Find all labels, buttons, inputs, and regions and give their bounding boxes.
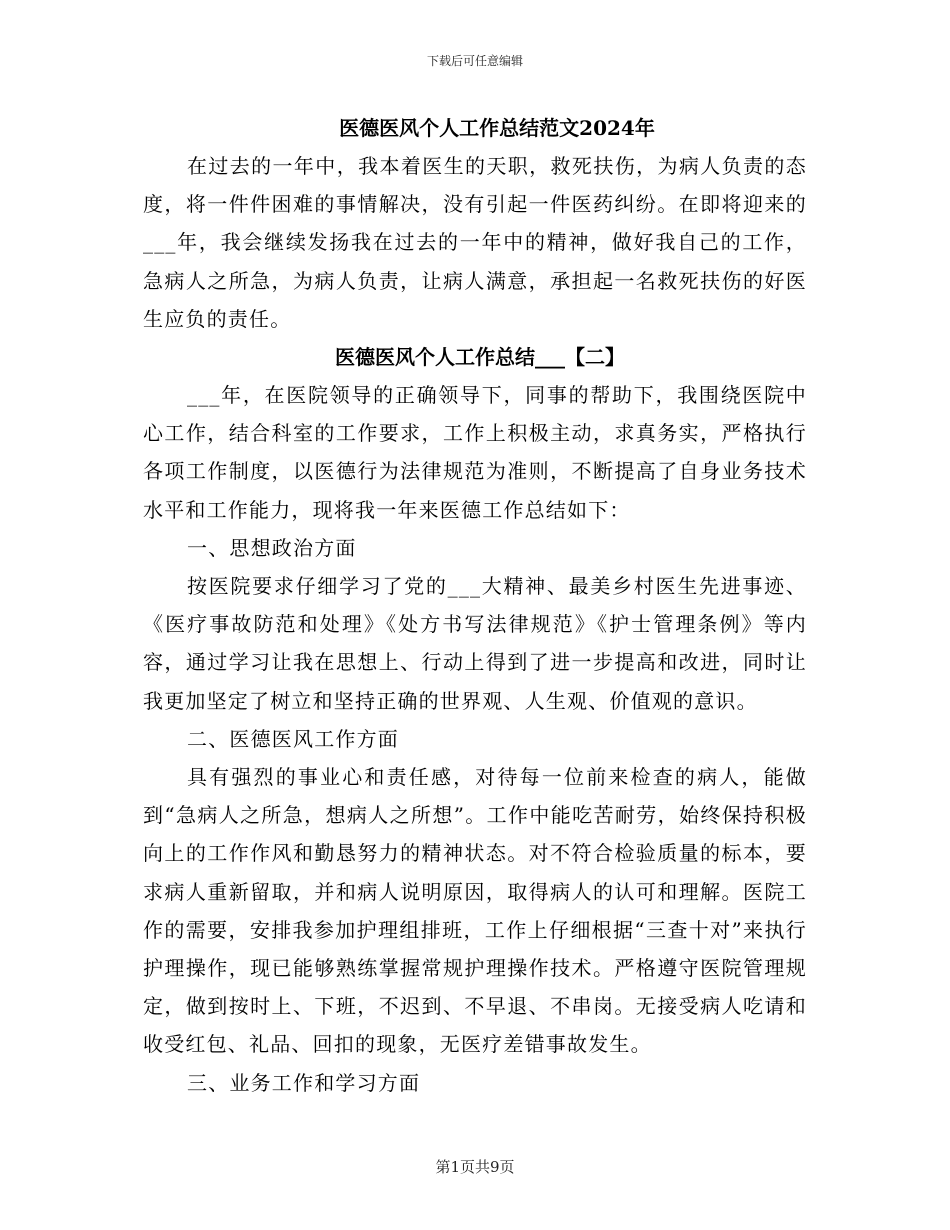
paragraph-intro: 在过去的一年中，我本着医生的天职，救死扶伤，为病人负责的态度，将一件件困难的事情解决，没有引起一件医药纠纷。在即将迎来的___年，我会继续发扬我在过去的一年中的精神，做好我自己的工作，急病人之所急，为病人负责，让病人满意，承担起一名救死扶伤的好医生应负的责任。 [143, 154, 807, 331]
heading-political: 一、思想政治方面 [187, 535, 357, 560]
paragraph-medical-ethics: 具有强烈的事业心和责任感，对待每一位前来检查的病人，能做到“急病人之所急，想病人之所想”。工作中能吃苦耐劳，始终保持积极向上的工作作风和勤恳努力的精神状态。对不符合检验质量的标本，要求病人重新留取，并和病人说明原因，取得病人的认可和理解。医院工作的需要，安排我参加护理组排班，工作上仔细根据“三查十对”来执行护理操作，现已能够熟练掌握常规护理操作技术。严格遵守医院管理规定，做到按时上、下班，不迟到、不早退、不串岗。无接受病人吃请和收受红包、礼品、回扣的现象，无医疗差错事故发生。 [143, 765, 807, 1057]
document-title: 医德医风个人工作总结范文2024年 [339, 116, 655, 140]
paragraph-summary-intro: ___年，在医院领导的正确领导下，同事的帮助下，我围绕医院中心工作，结合科室的工作要求，工作上积极主动，求真务实，严格执行各项工作制度，以医德行为法律规范为准则，不断提高了自身业务技术水平和工作能力，现将我一年来医德工作总结如下： [143, 383, 807, 522]
document-body [143, 109, 807, 1102]
section-title-2: 医德医风个人工作总结___【二】 [335, 345, 625, 370]
heading-medical-ethics: 二、医德医风工作方面 [187, 726, 399, 751]
heading-business-study: 三、业务工作和学习方面 [187, 1070, 421, 1095]
page-footer: 第1页共9页 [435, 1158, 515, 1176]
page-header: 下载后可任意编辑 [426, 54, 523, 68]
paragraph-political: 按医院要求仔细学习了党的___大精神、最美乡村医生先进事迹、《医疗事故防范和处理》《处方书写法律规范》《护士管理条例》等内容，通过学习让我在思想上、行动上得到了进一步提高和改进，同时让我更加坚定了树立和坚持正确的世界观、人生观、价值观的意识。 [143, 574, 807, 713]
